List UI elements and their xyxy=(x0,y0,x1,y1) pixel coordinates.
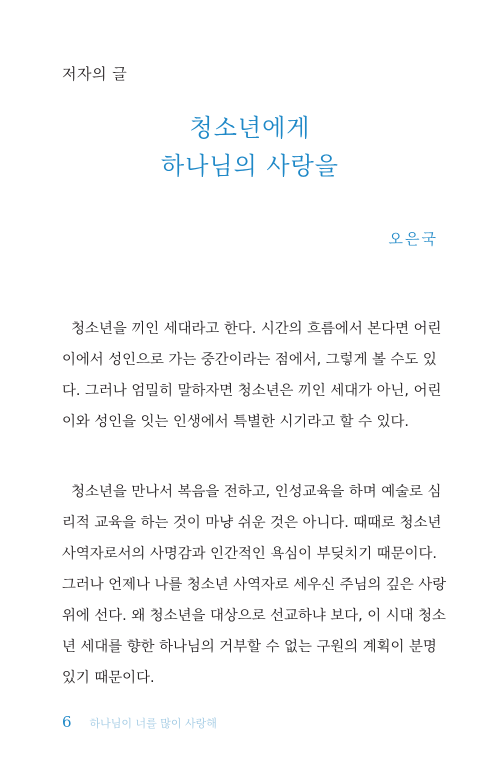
title-line-2: 하나님의 사랑을 xyxy=(161,152,339,180)
text-line: 청소년을 만나서 복음을 전하고, 인성교육을 하며 예술로 심 xyxy=(62,484,442,500)
text-line: 있기 때문이다. xyxy=(62,670,155,686)
text-line: 년 세대를 향한 하나님의 거부할 수 없는 구원의 계획이 분명 xyxy=(62,639,437,655)
text-line: 이에서 성인으로 가는 중간이라는 점에서, 그렇게 볼 수도 있 xyxy=(62,352,437,368)
text-line: 사역자로서의 사명감과 인간적인 욕심이 부딪치기 때문이다. xyxy=(62,546,437,562)
text-line: 리적 교육을 하는 것이 마냥 쉬운 것은 아니다. 때때로 청소년 xyxy=(62,515,442,531)
section-label: 저자의 글 xyxy=(62,65,128,83)
text-line: 청소년을 끼인 세대라고 한다. 시간의 흐름에서 본다면 어린 xyxy=(62,321,442,337)
running-title: 하나님이 너를 많이 사랑해 xyxy=(89,717,217,730)
text-line: 위에 선다. 왜 청소년을 대상으로 선교하냐 보다, 이 시대 청소 xyxy=(62,608,446,624)
page-footer xyxy=(62,713,217,731)
author-name: 오은국 xyxy=(388,230,438,248)
text-line: 다. 그러나 엄밀히 말하자면 청소년은 끼인 세대가 아닌, 어린 xyxy=(62,383,442,399)
title-line-1: 청소년에게 xyxy=(189,114,311,142)
text-line: 이와 성인을 잇는 인생에서 특별한 시기라고 할 수 있다. xyxy=(62,414,410,430)
paragraph-2 xyxy=(62,477,447,694)
paragraph-1 xyxy=(62,314,440,438)
text-line: 그러나 언제나 나를 청소년 사역자로 세우신 주님의 깊은 사랑 xyxy=(62,577,447,593)
page-number: 6 xyxy=(62,713,72,731)
